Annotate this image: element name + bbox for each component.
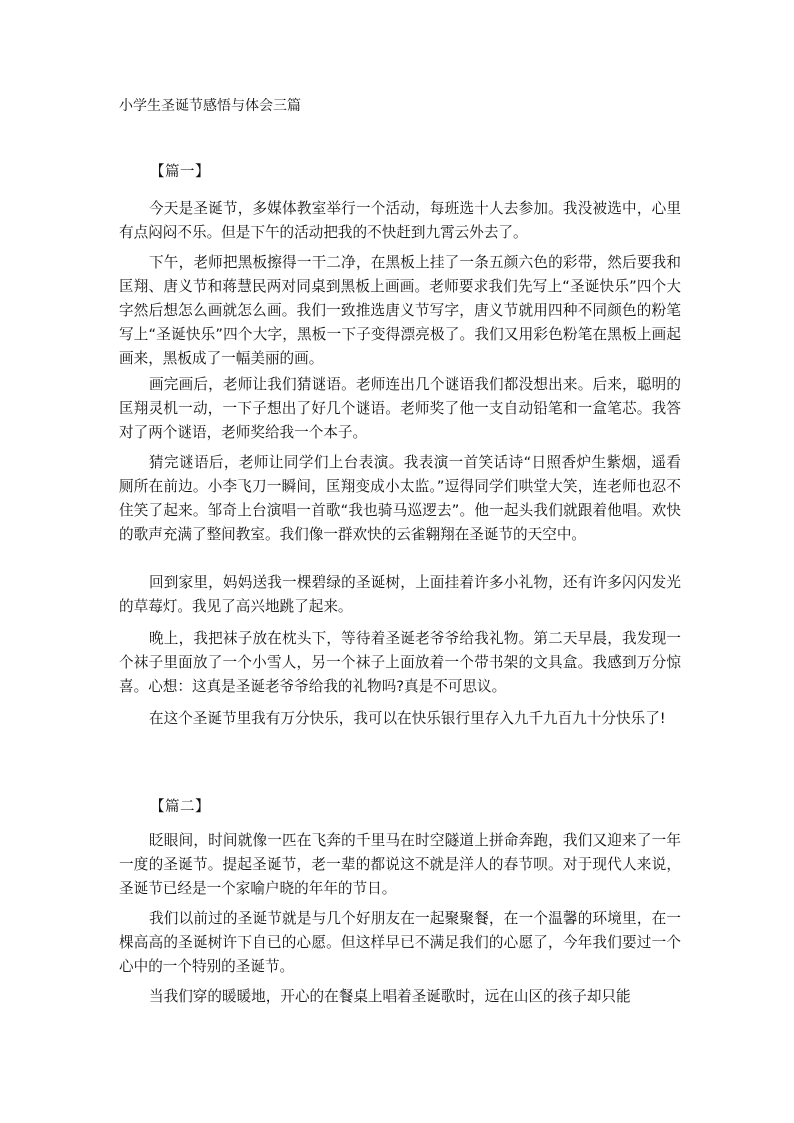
section-2-paragraph-1: 眨眼间，时间就像一匹在飞奔的千里马在时空隧道上拼命奔跑，我们又迎来了一年一度的圣诞节。提起圣诞节，老一辈的都说这不就是洋人的春节呗。对于现代人来说，圣诞节已经是一个家喻户晓的年年的节日。	[119, 832, 681, 897]
section-2-paragraph-3: 当我们穿的暖暖地，开心的在餐桌上唱着圣诞歌时，远在山区的孩子却只能	[149, 988, 631, 1005]
section-heading-1: 【篇一】	[150, 164, 210, 180]
section-1-paragraph-1: 今天是圣诞节，多媒体教室举行一个活动，每班选十人去参加。我没被选中，心里有点闷闷不乐。但是下午的活动把我的不快赶到九霄云外去了。	[119, 200, 681, 241]
section-1-paragraph-7: 在这个圣诞节里我有万分快乐，我可以在快乐银行里存入九千九百九十分快乐了!	[149, 710, 666, 727]
section-1-paragraph-5: 回到家里，妈妈送我一棵碧绿的圣诞树，上面挂着许多小礼物，还有许多闪闪发光的草莓灯。我见了高兴地跳了起来。	[119, 574, 681, 615]
section-2-paragraph-2: 我们以前过的圣诞节就是与几个好朋友在一起聚聚餐，在一个温馨的环境里，在一棵高高的圣诞树许下自已的心愿。但这样早已不满足我们的心愿了，今年我们要过一个心中的一个特别的圣诞节。	[119, 910, 681, 975]
section-heading-2: 【篇二】	[150, 799, 210, 815]
section-1-paragraph-2: 下午，老师把黑板擦得一干二净，在黑板上挂了一条五颜六色的彩带，然后要我和匡翔、唐义节和蒋慧民两对同桌到黑板上画画。老师要求我们先写上“圣诞快乐”四个大字然后想怎么画就怎么画。我们一致推选唐义节写字，唐义节就用四种不同颜色的粉笔写上“圣诞快乐”四个大字，黑板一下子变得漂亮极了。我们又用彩色粉笔在黑板上画起画来，黑板成了一幅美丽的画。	[119, 254, 681, 367]
section-1-paragraph-3: 画完画后，老师让我们猜谜语。老师连出几个谜语我们都没想出来。后来，聪明的匡翔灵机一动，一下子想出了好几个谜语。老师奖了他一支自动铅笔和一盒笔芯。我答对了两个谜语，老师奖给我一个本子。	[119, 376, 681, 441]
section-1-paragraph-4: 猜完谜语后，老师让同学们上台表演。我表演一首笑话诗“日照香炉生紫烟，遥看厕所在前边。小李飞刀一瞬间，匡翔变成小太监。”逗得同学们哄堂大笑，连老师也忍不住笑了起来。邹奇上台演唱一首歌“我也骑马巡逻去”。他一起头我们就跟着他唱。欢快的歌声充满了整间教室。我们像一群欢快的云雀翱翔在圣诞节的天空中。	[119, 454, 681, 543]
section-1-paragraph-6: 晚上，我把袜子放在枕头下，等待着圣诞老爷爷给我礼物。第二天早晨，我发现一个袜子里面放了一个小雪人，另一个袜子上面放着一个带书架的文具盒。我感到万分惊喜。心想：这真是圣诞老爷爷给我的礼物吗?真是不可思议。	[119, 630, 681, 695]
document-title: 小学生圣诞节感悟与体会三篇	[119, 98, 301, 114]
